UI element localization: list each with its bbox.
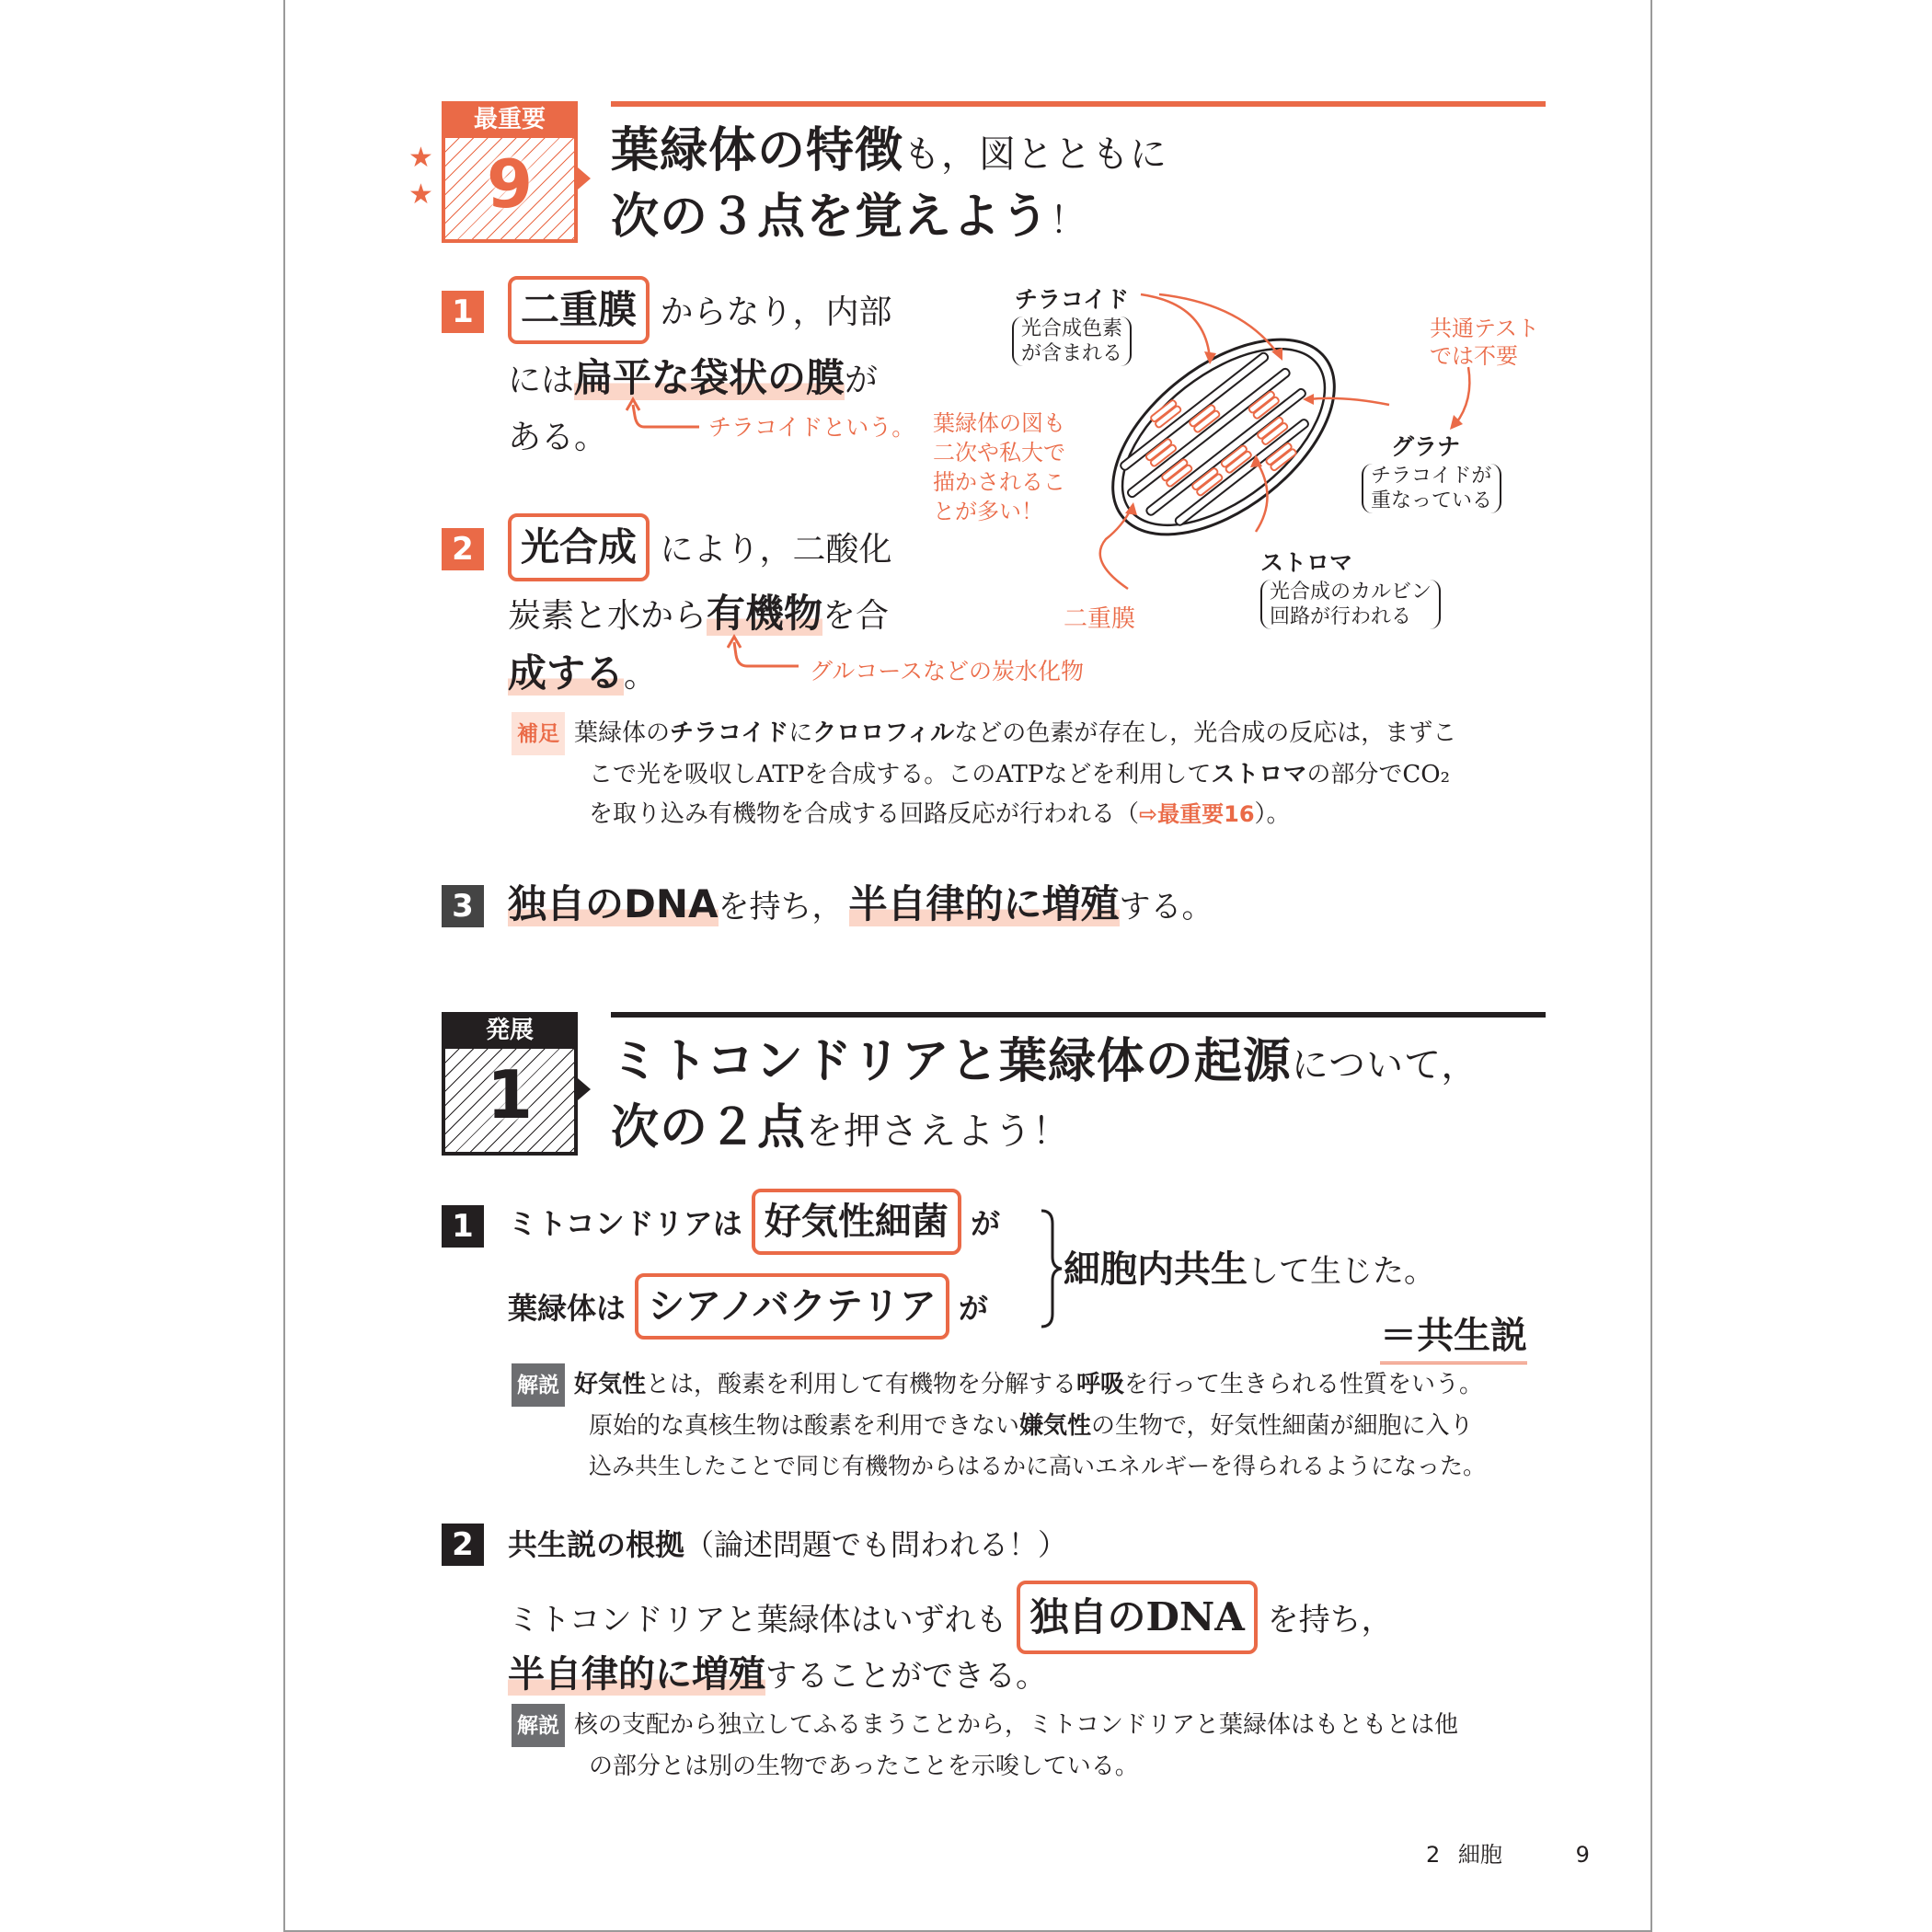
stroma-title: ストロマ [1260,549,1353,576]
section2-badge-label: 発展 [442,1012,578,1049]
section2-badge-number: 1 [486,1056,534,1133]
item2-text-b-pre: 炭素と水から [508,597,707,635]
sec2-item2-line2-post: することができる。 [765,1658,1047,1695]
exam-note-arrow [1446,363,1483,437]
thylakoid-desc [1012,316,1132,366]
exam-note-line2: では不要 [1430,343,1518,369]
figure-note-line1: 葉緑体の図も [933,410,1065,436]
sec2-item2-head-bold: 共生説の根拠 [508,1527,685,1562]
section1-title-rule [611,101,1546,107]
commentary1-line3: 込み共生したことで同じ有機物からはるかに高いエネルギーを得られるようになった。 [589,1453,1487,1479]
item1-text-b-pre: には [508,362,575,399]
commentary1-line2-a: 原始的な真核生物は酸素を利用できない [589,1412,1020,1440]
commentary1-b2: 呼吸 [1076,1371,1125,1398]
section2-badge [442,1012,578,1159]
commentary1-line2-b: の生物で，好気性細菌が細胞に入り [1091,1412,1474,1440]
sec2-item1-line1-pre: ミトコンドリアは [508,1206,742,1241]
sec2-item1-number: 1 [442,1205,484,1248]
section2-title-line2-rest: を押さえよう！ [806,1110,1071,1153]
commentary1-tag: 解説 [512,1363,565,1407]
sec2-item2-head-rest: （論述問題でも問われる！） [684,1527,1068,1562]
footer [1426,1836,1590,1869]
item2-text-c-post: 。 [624,657,658,695]
section2-title-rest: について， [1291,1044,1479,1087]
item2-number: 2 [442,528,484,570]
section1-title-line2: 次の３点を覚えよう [611,190,1051,245]
supplement-b2: クロロフィル [812,719,955,747]
commentary1 [512,1363,1570,1486]
sec2-item1-line2-pre: 葉緑体は [508,1291,627,1326]
supplement-line2-a: こで光を吸収しATPを合成する。このATPなどを利用して [589,761,1212,788]
section1-badge-label: 最重要 [442,101,578,138]
aerobic-bacteria-box: 好気性細菌 [752,1189,961,1255]
section1-title-rest: も，図とともに [903,133,1168,176]
supplement-b3: ストロマ [1211,761,1307,788]
sec2-item1-result-rest: して生じた。 [1248,1253,1435,1290]
symbiosis-theory: ＝共生説 [1380,1310,1527,1364]
grana-label [1362,434,1501,513]
sec2-item2-line1-pre: ミトコンドリアと葉緑体はいずれも [508,1602,1007,1639]
item1-text-a: からなり，内部 [660,293,892,331]
sec2-item1-line2-post: が [958,1291,988,1326]
exam-note-line1: 共通テスト [1430,316,1540,341]
section1-badge-body [442,138,578,243]
section1-title-bold: 葉緑体の特徴 [611,123,904,178]
item1-boxed-term: 二重膜 [508,276,650,344]
sec2-item2-head [508,1520,1067,1570]
item3-highlight2: 半自律的に増殖 [848,881,1120,926]
sec2-item2-number: 2 [442,1524,484,1566]
grana-title: グラナ [1391,433,1461,460]
sec2-item2-line1 [508,1581,1393,1654]
section2-title-rule [611,1012,1546,1018]
commentary1-p2: を行って生きられる性質をいう。 [1124,1371,1484,1398]
supplement-ref-link[interactable]: ⇨最重要16 [1139,801,1255,827]
item2-text-b-post: を合 [822,597,890,635]
grana-desc-line2: 重なっている [1371,489,1493,512]
commentary2-line1: 核の支配から独立してふるまうことから，ミトコンドリアと葉緑体はもともとは他 [574,1711,1458,1739]
section1-badge [442,101,578,247]
item1-highlight: 扁平な袋状の膜 [574,355,845,400]
figure-note-line4: とが多い！ [933,499,1043,524]
supplement-line2-b: の部分でCO₂ [1306,761,1451,788]
commentary1-p1: とは，酸素を利用して有機物を分解する [646,1371,1077,1398]
cyanobacteria-box: シアノバクテリア [635,1273,949,1340]
figure-note [933,408,1065,526]
exam-note [1430,315,1539,370]
item3-post: する。 [1119,889,1213,926]
footer-chapter-number: 2 [1426,1842,1441,1868]
figure-note-line3: 描かされるこ [933,469,1065,495]
supplement-note [512,712,1560,834]
supplement-line3-a: を取り込み有機物を合成する回路反応が行われる（ [589,800,1140,828]
own-dna-box: 独自のDNA [1017,1581,1257,1654]
supplement-p2: に [788,719,813,747]
thylakoid-label [1012,287,1132,366]
thylakoid-title: チラコイド [1014,286,1130,313]
grana-desc-line1: チラコイドが [1371,465,1492,488]
item1-text-c: ある。 [508,419,608,456]
section2-badge-body [442,1049,578,1156]
sec2-item2-line1-post: を持ち， [1267,1602,1393,1639]
item3-mid: を持ち， [718,889,844,926]
section2-title [611,1030,1546,1163]
item2-annotation-arrow [727,633,800,679]
item2-annotation: グルコースなどの炭水化物 [810,658,1085,684]
importance-stars: ★ ★ [408,142,433,211]
page-number: 9 [1575,1842,1590,1868]
item1-annotation-arrow [626,396,708,442]
stroma-desc [1260,580,1441,629]
section1-badge-number: 9 [486,145,534,223]
sec2-item1-result [1064,1242,1435,1299]
supplement-line3-b: ）。 [1254,800,1291,828]
stroma-label [1260,550,1441,629]
sec2-item2-line2 [508,1647,1047,1704]
membrane-label: 二重膜 [1064,605,1136,633]
item1-number: 1 [442,291,484,333]
stroma-desc-line1: 光合成のカルビン [1270,581,1432,604]
section1-badge-arrow [578,167,591,190]
sec2-item1-line1-post: が [971,1206,1001,1241]
thylakoid-desc-line2: が含まれる [1021,342,1123,365]
figure-note-line2: 二次や私大で [933,440,1065,466]
item3-number: 3 [442,885,484,927]
item2-boxed-term: 光合成 [508,513,650,581]
item1-text-b-post: が [845,362,879,399]
section2-badge-arrow [578,1078,591,1100]
endosymbiosis-term: 細胞内共生 [1064,1248,1248,1291]
section2-title-line2: 次の２点 [611,1100,807,1156]
brace-icon [1038,1209,1065,1328]
grana-desc [1362,464,1501,513]
sec2-item1-line1 [508,1189,1000,1255]
commentary2-line2: の部分とは別の生物であったことを示唆している。 [589,1753,1139,1780]
item3-text [508,876,1557,936]
section1-title-line2-rest: ！ [1050,200,1088,242]
semi-autonomous-highlight: 半自律的に増殖 [508,1653,765,1696]
item1-annotation: チラコイドという。 [708,414,915,441]
supplement-p3: などの色素が存在し，光合成の反応は，まずこ [954,719,1457,747]
thylakoid-desc-line1: 光合成色素 [1021,317,1123,340]
supplement-p1: 葉緑体の [574,719,671,747]
commentary2 [512,1704,1560,1787]
item3-highlight1: 独自のDNA [508,881,719,926]
stroma-desc-line2: 回路が行われる [1270,605,1412,628]
commentary1-b3: 嫌気性 [1019,1412,1092,1440]
supplement-b1: チラコイド [670,719,789,747]
commentary2-tag: 解説 [512,1704,565,1747]
commentary1-b1: 好気性 [574,1371,647,1398]
section2-title-bold: ミトコンドリアと葉緑体の起源 [611,1034,1292,1089]
supplement-tag: 補足 [512,712,565,755]
item2-highlight-c: 成する [508,650,625,696]
footer-chapter-title: 細胞 [1457,1842,1502,1868]
item2-highlight: 有機物 [707,591,823,636]
sec2-item1-line2 [508,1273,988,1340]
item2-text-a: により，二酸化 [660,531,892,569]
section1-title [611,120,1546,252]
